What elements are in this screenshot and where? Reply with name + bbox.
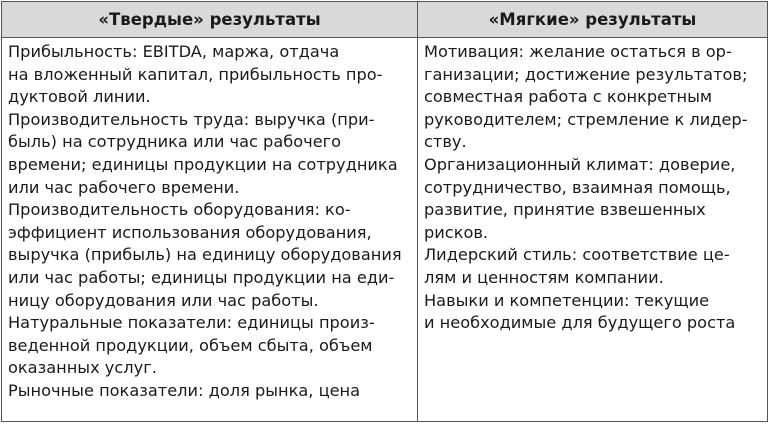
results-table bbox=[1, 1, 768, 422]
text-line: развитие, принятие взвешенных bbox=[424, 200, 706, 220]
text-line: Навыки и компетенции: текущие bbox=[424, 290, 710, 310]
hard-item-natural-indicators bbox=[8, 312, 411, 380]
hard-item-labor-productivity bbox=[8, 109, 411, 199]
text-line: Прибыльность: EBITDA, маржа, отдача bbox=[8, 42, 340, 61]
text-line: Натуральные показатели: единицы произ- bbox=[8, 313, 375, 333]
text-line: Производительность труда: выручка (при- bbox=[8, 109, 375, 129]
text-line: ницу оборудования или час работы. bbox=[8, 290, 319, 310]
soft-item-leadership bbox=[424, 244, 761, 289]
text-line: сотрудничество, взаимная помощь, bbox=[424, 177, 731, 197]
text-line: лям и ценностям компании. bbox=[424, 267, 664, 287]
hard-item-market-indicators bbox=[8, 380, 411, 403]
text-line: ганизации; достижение результатов; bbox=[424, 64, 748, 84]
text-line: рисков. bbox=[424, 222, 489, 242]
text-line: Рыночные показатели: доля рынка, цена bbox=[8, 380, 361, 400]
text-line: дуктовой линии. bbox=[8, 87, 151, 107]
text-line: на вложенный капитал, прибыльность про- bbox=[8, 64, 383, 84]
text-line: и необходимые для будущего роста bbox=[424, 313, 736, 333]
text-line: ству. bbox=[424, 132, 467, 152]
text-line: руководителем; стремление к лидер- bbox=[424, 109, 748, 129]
soft-results-header: «Мягкие» результаты bbox=[418, 2, 767, 38]
text-line: Производительность оборудования: ко- bbox=[8, 200, 351, 220]
hard-results-header: «Твердые» результаты bbox=[2, 2, 418, 38]
text-line: Лидерский стиль: соответствие це- bbox=[424, 245, 730, 265]
text-line: Мотивация: желание остаться в ор- bbox=[424, 42, 732, 61]
text-line: или час рабочего времени. bbox=[8, 177, 240, 197]
text-line: совместная работа с конкретным bbox=[424, 87, 713, 107]
soft-item-motivation bbox=[424, 41, 761, 154]
soft-item-skills bbox=[424, 290, 761, 335]
soft-results-cell bbox=[418, 38, 767, 421]
hard-results-cell bbox=[2, 38, 418, 421]
soft-item-climate bbox=[424, 154, 761, 244]
text-line: быль) на сотрудника или час рабочего bbox=[8, 132, 342, 152]
text-line: выручка (прибыль) на единицу оборудования bbox=[8, 245, 402, 265]
text-line: оказанных услуг. bbox=[8, 358, 157, 378]
text-line: эффициент использования оборудования, bbox=[8, 222, 372, 242]
hard-item-profitability bbox=[8, 41, 411, 109]
text-line: веденной продукции, объем сбыта, объем bbox=[8, 335, 373, 355]
text-line: Организационный климат: доверие, bbox=[424, 154, 736, 174]
text-line: или час работы; единицы продукции на еди- bbox=[8, 267, 395, 287]
hard-item-equipment-productivity bbox=[8, 199, 411, 312]
text-line: времени; единицы продукции на сотрудника bbox=[8, 154, 398, 174]
